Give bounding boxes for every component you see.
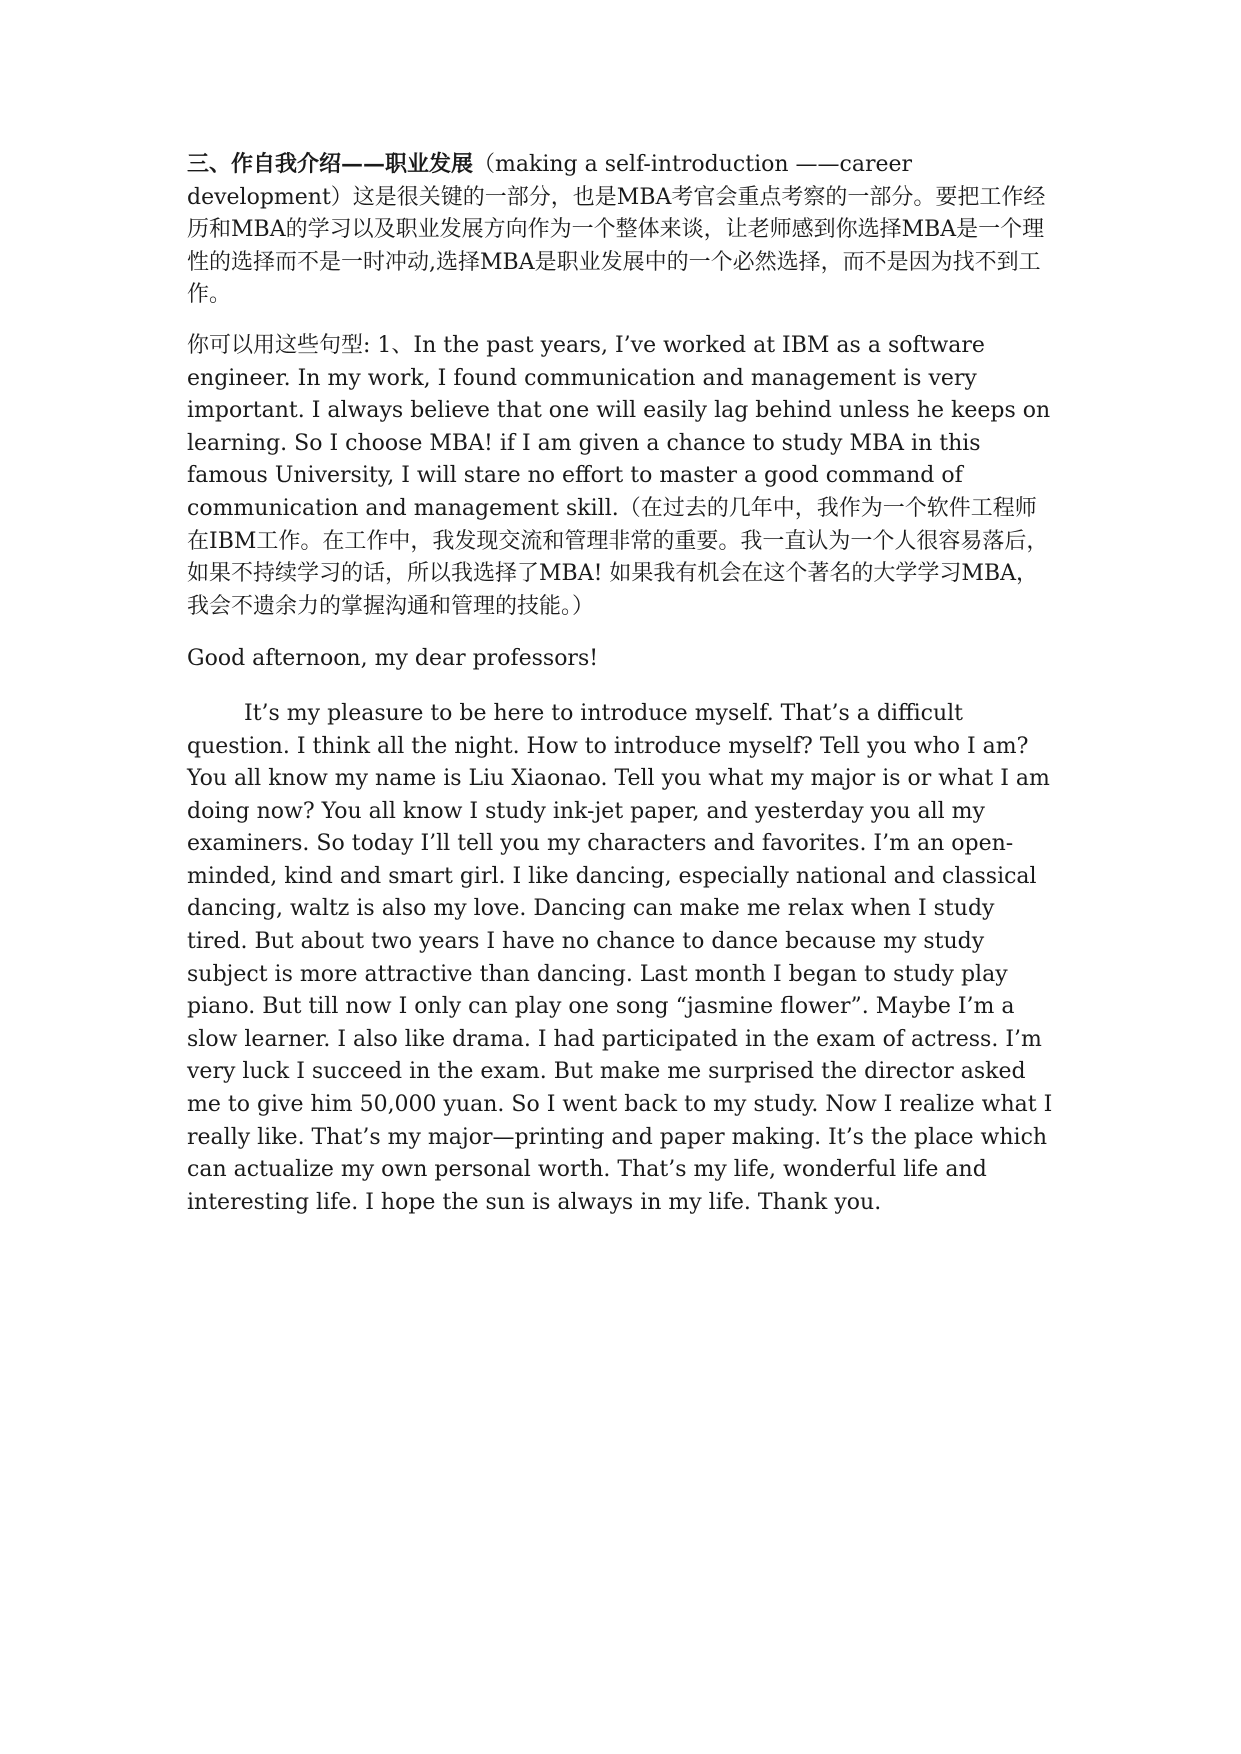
greeting-line: Good afternoon, my dear professors! [187,646,599,672]
self-introduction-speech: It’s my pleasure to be here to introduce myself. That’s a difficult question. I think all the night. How to introduce myself? Tell you who I am? You all know my name is Liu Xiaonao. Tell you what my major is or what I am doing now? You all know I study ink-jet paper, and yesterday you all my examiners. So today I’ll tell you my characters and favorites. I’m an open-minded, kind and smart girl. I like dancing, especially national and classical dancing, waltz is also my love. Dancing can make me relax when I study tired. But about two years I have no chance to dance because my study subject is more attractive than dancing. Last month I began to study play piano. But till now I only can play one song “jasmine flower”. Maybe I’m a slow learner. I also like drama. I had participated in the exam of actress. I’m very luck I succeed in the exam. But make me surprised the director asked me to give him 50,000 yuan. So I went back to my study. Now I realize what I really like. That’s my major—printing and paper making. It’s the place which can actualize my own personal worth. That’s my life, wonderful life and interesting life. I hope the sun is always in my life. Thank you. [187,700,1053,1215]
document-body [187,148,1055,1219]
section-paragraph [187,148,1055,312]
section-heading: 三、作自我介绍——职业发展 [187,151,474,177]
sentence-patterns-paragraph: 你可以用这些句型: 1、In the past years, I’ve worked at IBM as a software engineer. In my work, I found communication and management is very important. I always believe that one will easily lag behind unless he keeps on learning. So I choose MBA! if I am given a chance to study MBA in this famous University, I will stare no effort to master a good command of communication and management skill.（在过去的几年中，我作为一个软件工程师在IBM工作。在工作中，我发现交流和管理非常的重要。我一直认为一个人很容易落后，如果不持续学习的话，所以我选择了MBA! 如果我有机会在这个著名的大学学习MBA，我会不遗余力的掌握沟通和管理的技能。） [187,332,1051,619]
section-intro-text: （making a self-introduction ——career development）这是很关键的一部分，也是MBA考官会重点考察的一部分。要把工作经历和MBA的学习以及职业发展方向作为一个整体来谈，让老师感到你选择MBA是一个理性的选择而不是一时冲动,选择MBA是职业发展中的一个必然选择，而不是因为找不到工作。 [187,152,1046,308]
